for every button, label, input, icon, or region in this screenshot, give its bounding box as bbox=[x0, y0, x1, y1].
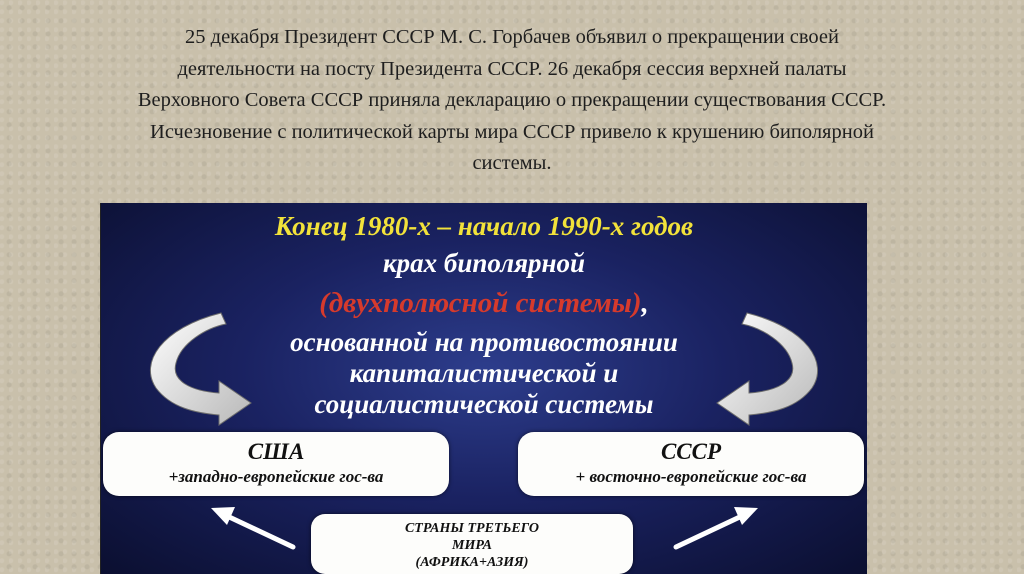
arrow-up-right-icon bbox=[676, 507, 758, 547]
slide-heading: Конец 1980-х – начало 1990-х годов bbox=[274, 211, 694, 241]
usa-title: США bbox=[247, 439, 305, 464]
ussr-box bbox=[518, 432, 864, 496]
usa-box bbox=[103, 432, 449, 496]
intro-line: деятельности на посту Президента СССР. 26 декабря сессия верхней палаты bbox=[177, 57, 847, 80]
intro-text bbox=[30, 22, 994, 180]
intro-line: Исчезновение с политической карты мира СССР привело к крушению биполярной bbox=[150, 120, 874, 143]
based-on-text bbox=[101, 327, 867, 420]
based-line: капиталистической и bbox=[349, 358, 619, 388]
bipolar-comma: , bbox=[641, 287, 649, 319]
usa-subtitle: +западно-европейские гос-ва bbox=[168, 467, 384, 486]
crash-text: крах биполярной bbox=[382, 248, 586, 278]
bipolar-system-text bbox=[101, 287, 867, 320]
diagram-slide bbox=[100, 203, 867, 574]
third-world-line: СТРАНЫ ТРЕТЬЕГО bbox=[404, 521, 540, 536]
third-world-line: (АФРИКА+АЗИЯ) bbox=[415, 555, 529, 570]
intro-line: системы. bbox=[472, 152, 552, 174]
arrow-up-left-icon bbox=[211, 507, 293, 547]
based-line: основанной на противостоянии bbox=[290, 327, 678, 357]
third-world-box bbox=[311, 514, 633, 574]
third-world-line: МИРА bbox=[452, 538, 492, 553]
based-line: социалистической системы bbox=[314, 389, 654, 419]
intro-line: 25 декабря Президент СССР М. С. Горбачев объявил о прекращении своей bbox=[185, 26, 839, 48]
bipolar-system-label: (двухполюсной системы) bbox=[319, 287, 642, 319]
intro-line: Верховного Совета СССР приняла декларацию о прекращении существования СССР. bbox=[137, 89, 887, 111]
ussr-title: СССР bbox=[660, 439, 722, 464]
ussr-subtitle: + восточно-европейские гос-ва bbox=[575, 467, 807, 486]
